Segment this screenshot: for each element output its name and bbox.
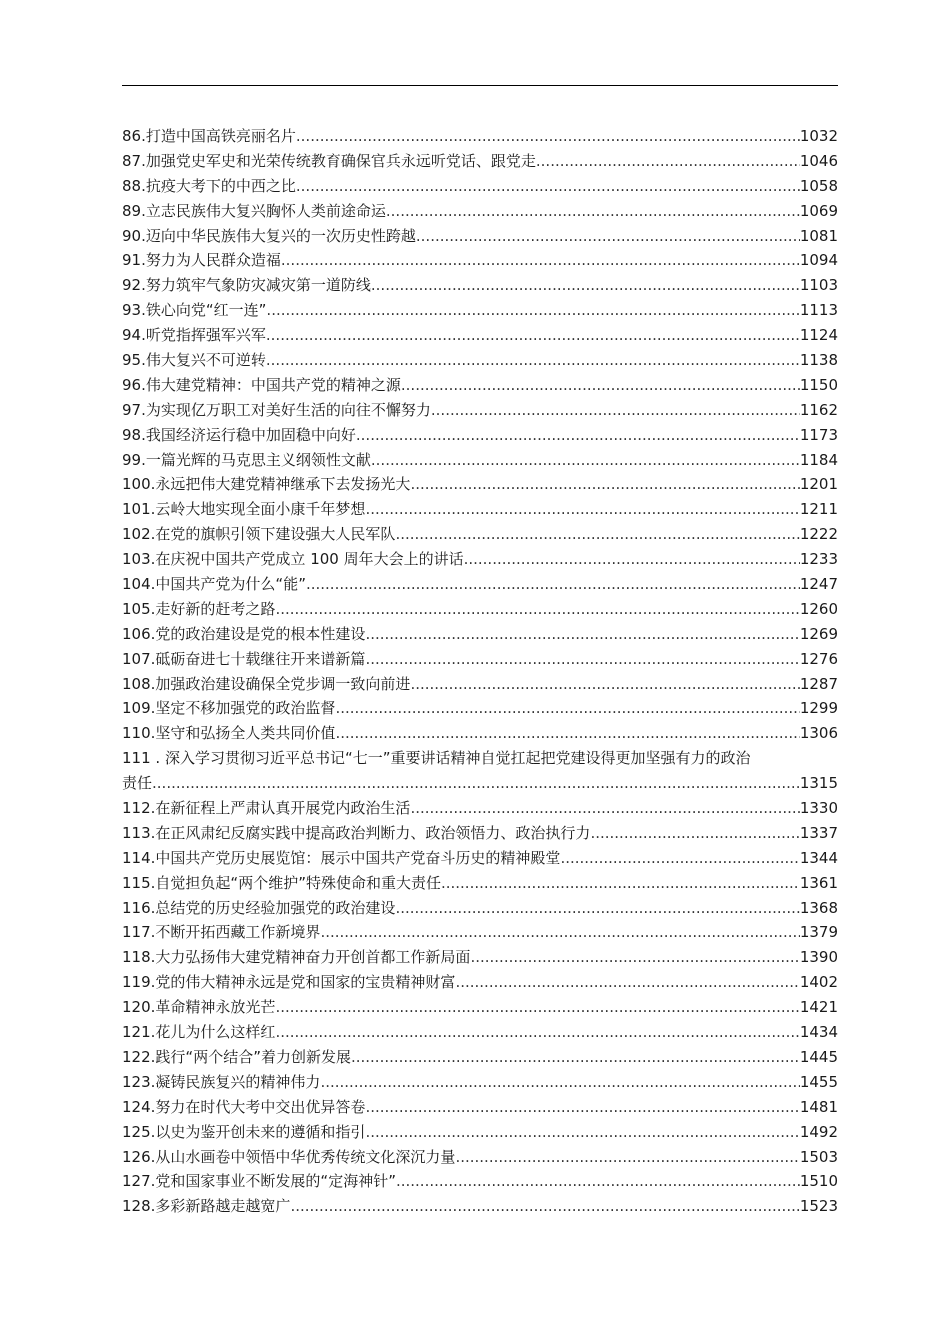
toc-entry-number: 115 (122, 873, 151, 892)
toc-entry-page-number: 1173 (799, 425, 838, 444)
toc-entry[interactable] (122, 472, 838, 497)
toc-entry-separator: . (150, 599, 156, 618)
toc-entry-leader-dots (386, 199, 800, 224)
toc-entry-title: 抗疫大考下的中西之比 (145, 176, 296, 195)
toc-entry-leader-dots (590, 821, 799, 846)
toc-entry-separator: . (141, 450, 146, 469)
toc-entry-leader-dots (455, 1145, 799, 1170)
toc-entry-separator: . (141, 425, 146, 444)
toc-entry[interactable] (122, 224, 838, 249)
toc-entry-page-number: 1247 (799, 575, 838, 594)
toc-entry[interactable] (122, 1145, 838, 1170)
toc-entry-page-number: 1233 (799, 550, 838, 569)
toc-entry-leader-dots (290, 1194, 799, 1219)
toc-entry-separator: . (150, 1172, 156, 1191)
toc-entry-page-number: 1150 (799, 375, 838, 394)
toc-entry-leader-dots (470, 945, 799, 970)
toc-entry-number: 116 (122, 898, 151, 917)
toc-entry[interactable] (122, 622, 838, 647)
toc-entry-page-number: 1368 (799, 898, 838, 917)
toc-entry[interactable] (122, 522, 838, 547)
toc-entry-number: 91 (122, 251, 142, 270)
toc-entry-number: 127 (122, 1172, 151, 1191)
toc-entry-leader-dots (365, 1120, 799, 1145)
toc-entry-separator: . (150, 948, 156, 967)
toc-entry-number: 99 (122, 450, 142, 469)
toc-entry-page-number: 1306 (799, 724, 838, 743)
toc-entry-separator: . (150, 823, 156, 842)
toc-entry-separator: . (150, 1122, 156, 1141)
toc-entry-number: 100 (122, 475, 151, 494)
toc-entry-number: 103 (122, 550, 151, 569)
toc-entry-title-continued: 责任 (122, 774, 153, 793)
toc-entry-page-number: 1287 (799, 674, 838, 693)
toc-entry-number: 106 (122, 624, 151, 643)
toc-entry[interactable] (122, 423, 838, 448)
toc-entry-title: 多彩新路越走越宽广 (155, 1197, 291, 1216)
toc-entry[interactable] (122, 1020, 838, 1045)
toc-entry-number: 120 (122, 998, 151, 1017)
toc-entry-number: 104 (122, 575, 151, 594)
toc-entry-separator: . (141, 151, 146, 170)
toc-entry-page-number: 1269 (799, 624, 838, 643)
toc-entry-page-number: 1124 (799, 326, 838, 345)
toc-entry[interactable] (122, 672, 838, 697)
toc-entry-leader-dots (320, 1070, 799, 1095)
toc-entry-leader-dots (365, 647, 799, 672)
toc-entry-separator: . (150, 1147, 156, 1166)
toc-entry-title: 听党指挥强军兴军 (145, 326, 266, 345)
toc-entry-title: 自觉担负起“两个维护”特殊使命和重大责任 (155, 873, 441, 892)
toc-entry[interactable] (122, 497, 838, 522)
toc-entry-number: 119 (122, 973, 151, 992)
toc-entry-number: 126 (122, 1147, 151, 1166)
toc-entry[interactable] (122, 298, 838, 323)
toc-entry[interactable] (122, 970, 838, 995)
toc-entry-separator: . (150, 1072, 156, 1091)
toc-entry-leader-dots (320, 920, 799, 945)
toc-entry-leader-dots (455, 970, 799, 995)
toc-entry-number: 112 (122, 799, 151, 818)
toc-entry[interactable] (122, 174, 838, 199)
toc-entry-leader-dots (275, 1020, 799, 1045)
toc-entry-page-number: 1503 (799, 1147, 838, 1166)
toc-entry[interactable] (122, 323, 838, 348)
toc-entry-separator: . (150, 475, 156, 494)
toc-entry[interactable] (122, 373, 838, 398)
toc-entry-number: 97 (122, 400, 142, 419)
toc-entry-leader-dots (351, 1045, 800, 1070)
toc-entry-leader-dots (306, 572, 800, 597)
toc-entry[interactable] (122, 273, 838, 298)
toc-entry[interactable] (122, 1194, 838, 1219)
toc-entry-separator: . (150, 1047, 156, 1066)
toc-entry-number: 102 (122, 525, 151, 544)
toc-entry-page-number: 1523 (799, 1197, 838, 1216)
toc-entry-number: 101 (122, 500, 151, 519)
toc-entry-title: 努力在时代大考中交出优异答卷 (155, 1097, 366, 1116)
toc-entry-page-number: 1046 (799, 151, 838, 170)
toc-entry-separator: . (141, 276, 146, 295)
toc-entry-page-number: 1379 (799, 923, 838, 942)
toc-entry[interactable] (122, 821, 838, 846)
toc-entry-leader-dots (275, 995, 799, 1020)
toc-entry-leader-dots (356, 423, 800, 448)
toc-entry-number: 122 (122, 1047, 151, 1066)
toc-entry-page-number: 1081 (799, 226, 838, 245)
table-of-contents (122, 124, 838, 1219)
toc-entry-page-number: 1330 (799, 799, 838, 818)
toc-entry-number: 118 (122, 948, 151, 967)
toc-entry-separator: . (150, 674, 156, 693)
toc-entry-number: 86 (122, 126, 142, 145)
toc-entry-title: 我国经济运行稳中加固稳中向好 (145, 425, 356, 444)
toc-entry-separator: . (150, 550, 156, 569)
toc-entry-separator: . (141, 176, 146, 195)
toc-entry-page-number: 1421 (799, 998, 838, 1017)
toc-entry-leader-dots (416, 224, 800, 249)
toc-entry-separator: . (150, 1023, 156, 1042)
toc-entry-leader-dots (266, 323, 800, 348)
toc-entry-title: 中国共产党历史展览馆：展示中国共产党奋斗历史的精神殿堂 (155, 848, 561, 867)
toc-entry-title: 加强政治建设确保全党步调一致向前进 (155, 674, 411, 693)
toc-entry[interactable] (122, 1169, 838, 1194)
toc-entry-page-number: 1492 (799, 1122, 838, 1141)
toc-entry-title: 中国共产党为什么“能” (155, 575, 306, 594)
toc-entry-title: 总结党的历史经验加强党的政治建设 (155, 898, 396, 917)
toc-entry-separator: . (141, 326, 146, 345)
toc-entry-title: 铁心向党“红一连” (145, 301, 267, 320)
header-rule (122, 85, 838, 86)
toc-entry[interactable] (122, 1095, 838, 1120)
toc-entry-number: 94 (122, 326, 142, 345)
toc-entry-title: 革命精神永放光芒 (155, 998, 276, 1017)
toc-entry[interactable] (122, 796, 838, 821)
toc-entry[interactable] (122, 721, 838, 746)
toc-entry-separator: . (150, 699, 156, 718)
toc-entry-leader-dots (335, 721, 799, 746)
toc-entry-title: 坚定不移加强党的政治监督 (155, 699, 336, 718)
toc-entry-number: 125 (122, 1122, 151, 1141)
toc-entry-page-number: 1069 (799, 201, 838, 220)
toc-entry[interactable] (122, 248, 838, 273)
toc-entry-number: 109 (122, 699, 151, 718)
toc-entry-title: 以史为鉴开创未来的遵循和指引 (155, 1122, 366, 1141)
toc-entry-title: 伟大复兴不可逆转 (145, 351, 266, 369)
toc-entry-title: 努力筑牢气象防灾减灾第一道防线 (145, 276, 371, 295)
toc-entry[interactable] (122, 921, 838, 946)
toc-entry-separator: . (150, 525, 156, 544)
toc-entry-leader-dots (464, 547, 800, 572)
toc-entry-separator: . (150, 873, 156, 892)
toc-entry-separator: . (141, 400, 146, 419)
toc-entry-title: 在党的旗帜引领下建设强大人民军队 (155, 525, 396, 544)
toc-entry-title: 努力为人民群众造福 (145, 251, 281, 270)
toc-entry[interactable] (122, 1070, 838, 1095)
toc-entry-title: 伟大建党精神：中国共产党的精神之源 (145, 375, 401, 394)
toc-entry-number: 88 (122, 176, 142, 195)
toc-entry-title: 加强党史军史和光荣传统教育确保官兵永远听党话、跟党走 (145, 151, 536, 170)
toc-entry-separator: . (141, 301, 146, 320)
toc-entry-number: 92 (122, 276, 142, 295)
toc-entry-number: 98 (122, 425, 142, 444)
toc-entry-title: 党的政治建设是党的根本性建设 (155, 624, 366, 643)
toc-entry-leader-dots (536, 149, 800, 174)
toc-entry-page-number: 1103 (799, 276, 838, 295)
toc-entry-leader-dots (410, 672, 799, 697)
toc-entry-separator: . (141, 126, 146, 145)
toc-entry-page-number: 1222 (799, 525, 838, 544)
toc-entry-page-number: 1184 (799, 450, 838, 469)
toc-entry-page-number: 1201 (799, 475, 838, 494)
toc-entry-title: 一篇光辉的马克思主义纲领性文献 (145, 450, 371, 469)
toc-entry-title: 践行“两个结合”着力创新发展 (155, 1047, 351, 1066)
toc-entry[interactable] (122, 945, 838, 970)
toc-entry-page-number: 1276 (799, 649, 838, 668)
toc-entry[interactable] (122, 746, 838, 796)
toc-entry-leader-dots (431, 398, 800, 423)
toc-entry-title: 花儿为什么这样红 (155, 1023, 276, 1042)
toc-entry-title: 在正风肃纪反腐实践中提高政治判断力、政治领悟力、政治执行力 (155, 823, 591, 842)
toc-entry-page-number: 1455 (799, 1072, 838, 1091)
toc-entry-number: 93 (122, 301, 142, 320)
toc-entry[interactable] (122, 572, 838, 597)
toc-entry-page-number: 1390 (799, 948, 838, 967)
toc-entry-leader-dots (395, 896, 799, 921)
toc-entry[interactable] (122, 846, 838, 871)
toc-entry-number: 123 (122, 1072, 151, 1091)
toc-entry-number: 96 (122, 375, 142, 394)
toc-entry-page-number: 1445 (799, 1047, 838, 1066)
toc-entry-title: 永远把伟大建党精神继承下去发扬光大 (155, 475, 411, 494)
toc-entry-page-number: 1510 (799, 1172, 838, 1191)
toc-entry-leader-dots (281, 248, 800, 273)
toc-entry-separator: . (150, 575, 156, 594)
toc-entry-title: 立志民族伟大复兴胸怀人类前途命运 (145, 201, 386, 220)
toc-entry-leader-dots (396, 1169, 800, 1194)
toc-entry-separator: . (150, 724, 156, 743)
toc-entry[interactable] (122, 448, 838, 473)
toc-entry-number: 90 (122, 226, 142, 245)
toc-entry-number: 89 (122, 201, 142, 220)
toc-entry-title: 坚守和弘扬全人类共同价值 (155, 724, 336, 743)
toc-entry[interactable] (122, 124, 838, 149)
toc-entry-page-number: 1138 (799, 351, 838, 369)
toc-entry-leader-dots (266, 298, 799, 323)
toc-entry-separator: . (141, 375, 146, 394)
toc-entry-title: 砥砺奋进七十载继往开来谱新篇 (155, 649, 366, 668)
toc-entry-leader-dots (335, 696, 799, 721)
toc-entry-title: 凝铸民族复兴的精神伟力 (155, 1072, 321, 1091)
toc-entry-leader-dots (410, 796, 799, 821)
toc-entry-page-number: 1113 (799, 301, 838, 320)
toc-entry[interactable] (122, 199, 838, 224)
toc-entry[interactable] (122, 995, 838, 1020)
toc-entry-title: 走好新的赶考之路 (155, 599, 276, 618)
toc-entry-leader-dots (275, 597, 799, 622)
toc-entry[interactable] (122, 547, 838, 572)
toc-entry-leader-dots (371, 448, 800, 473)
toc-entry-separator: . (141, 226, 146, 245)
toc-entry-page-number: 1211 (799, 500, 838, 519)
toc-entry-number: 117 (122, 923, 151, 942)
toc-entry-separator: . (150, 848, 156, 867)
toc-entry-leader-dots (441, 871, 800, 896)
toc-entry-separator: . (150, 998, 156, 1017)
toc-entry-number: 110 (122, 724, 151, 743)
toc-entry-leader-dots (266, 348, 800, 373)
toc-entry[interactable] (122, 896, 838, 921)
toc-entry-page-number: 1299 (799, 699, 838, 718)
toc-entry-page-number: 1344 (799, 848, 838, 867)
toc-entry[interactable] (122, 597, 838, 622)
toc-entry-separator: . (150, 898, 156, 917)
toc-entry-leader-dots (152, 771, 800, 796)
toc-entry-title: 大力弘扬伟大建党精神奋力开创首都工作新局面 (155, 948, 471, 967)
toc-entry-page-number: 1094 (799, 251, 838, 270)
toc-entry-separator: . (141, 201, 146, 220)
toc-entry-separator: . (150, 624, 156, 643)
toc-entry[interactable] (122, 647, 838, 672)
toc-entry-page-number: 1337 (799, 823, 838, 842)
toc-entry-leader-dots (371, 273, 800, 298)
toc-entry-separator: . (150, 749, 165, 768)
toc-entry-number: 111 (122, 749, 151, 768)
toc-entry-separator: . (141, 351, 146, 369)
toc-entry-title: 为实现亿万职工对美好生活的向往不懈努力 (145, 400, 431, 419)
toc-entry-leader-dots (365, 497, 799, 522)
toc-entry-page-number: 1032 (799, 126, 838, 145)
toc-entry-number: 113 (122, 823, 151, 842)
toc-entry[interactable] (122, 149, 838, 174)
toc-entry-separator: . (150, 973, 156, 992)
toc-entry-separator: . (150, 923, 156, 942)
toc-entry-leader-dots (395, 522, 799, 547)
toc-entry-leader-dots (365, 622, 799, 647)
toc-entry[interactable] (122, 348, 838, 373)
toc-entry-leader-dots (296, 174, 800, 199)
toc-entry-title: 党和国家事业不断发展的“定海神针” (155, 1172, 396, 1191)
toc-entry-title: 云岭大地实现全面小康千年梦想 (155, 500, 366, 519)
toc-entry-number: 95 (122, 351, 142, 369)
toc-entry-leader-dots (560, 846, 799, 871)
toc-entry-title: 党的伟大精神永远是党和国家的宝贵精神财富 (155, 973, 456, 992)
toc-entry-separator: . (150, 799, 156, 818)
toc-entry[interactable] (122, 871, 838, 896)
toc-entry-title: 在新征程上严肃认真开展党内政治生活 (155, 799, 411, 818)
toc-entry-page-number: 1315 (799, 774, 838, 793)
toc-entry-title: 在庆祝中国共产党成立 100 周年大会上的讲话 (155, 550, 464, 569)
toc-entry-title: 迈向中华民族伟大复兴的一次历史性跨越 (145, 226, 416, 245)
toc-entry-number: 105 (122, 599, 151, 618)
toc-entry-number: 87 (122, 151, 142, 170)
toc-entry-separator: . (150, 1197, 156, 1216)
toc-entry-page-number: 1058 (799, 176, 838, 195)
toc-entry-number: 121 (122, 1023, 151, 1042)
toc-entry[interactable] (122, 1120, 838, 1145)
toc-entry-leader-dots (365, 1095, 799, 1120)
toc-entry-title: 不断开拓西藏工作新境界 (155, 923, 321, 942)
toc-entry-page-number: 1361 (799, 873, 838, 892)
toc-entry-page-number: 1481 (799, 1097, 838, 1116)
toc-entry[interactable] (122, 696, 838, 721)
toc-entry-page-number: 1162 (799, 400, 838, 419)
toc-entry[interactable] (122, 398, 838, 423)
toc-entry-number: 128 (122, 1197, 151, 1216)
toc-entry-page-number: 1402 (799, 973, 838, 992)
toc-entry-leader-dots (401, 373, 800, 398)
toc-entry-number: 108 (122, 674, 151, 693)
toc-entry-number: 114 (122, 848, 151, 867)
toc-entry-page-number: 1260 (799, 599, 838, 618)
toc-entry-separator: . (150, 649, 156, 668)
toc-entry-leader-dots (296, 124, 800, 149)
toc-entry-title: 打造中国高铁亮丽名片 (145, 126, 296, 145)
toc-entry[interactable] (122, 1045, 838, 1070)
toc-entry-number: 124 (122, 1097, 151, 1116)
toc-entry-separator: . (141, 251, 146, 270)
toc-entry-separator: . (150, 1097, 156, 1116)
toc-entry-leader-dots (410, 472, 799, 497)
toc-entry-separator: . (150, 500, 156, 519)
toc-entry-title: 从山水画卷中领悟中华优秀传统文化深沉力量 (155, 1147, 456, 1166)
toc-entry-number: 107 (122, 649, 151, 668)
toc-entry-title: 深入学习贯彻习近平总书记“七一”重要讲话精神自觉扛起把党建设得更加坚强有力的政治 (164, 749, 751, 768)
toc-entry-page-number: 1434 (799, 1023, 838, 1042)
